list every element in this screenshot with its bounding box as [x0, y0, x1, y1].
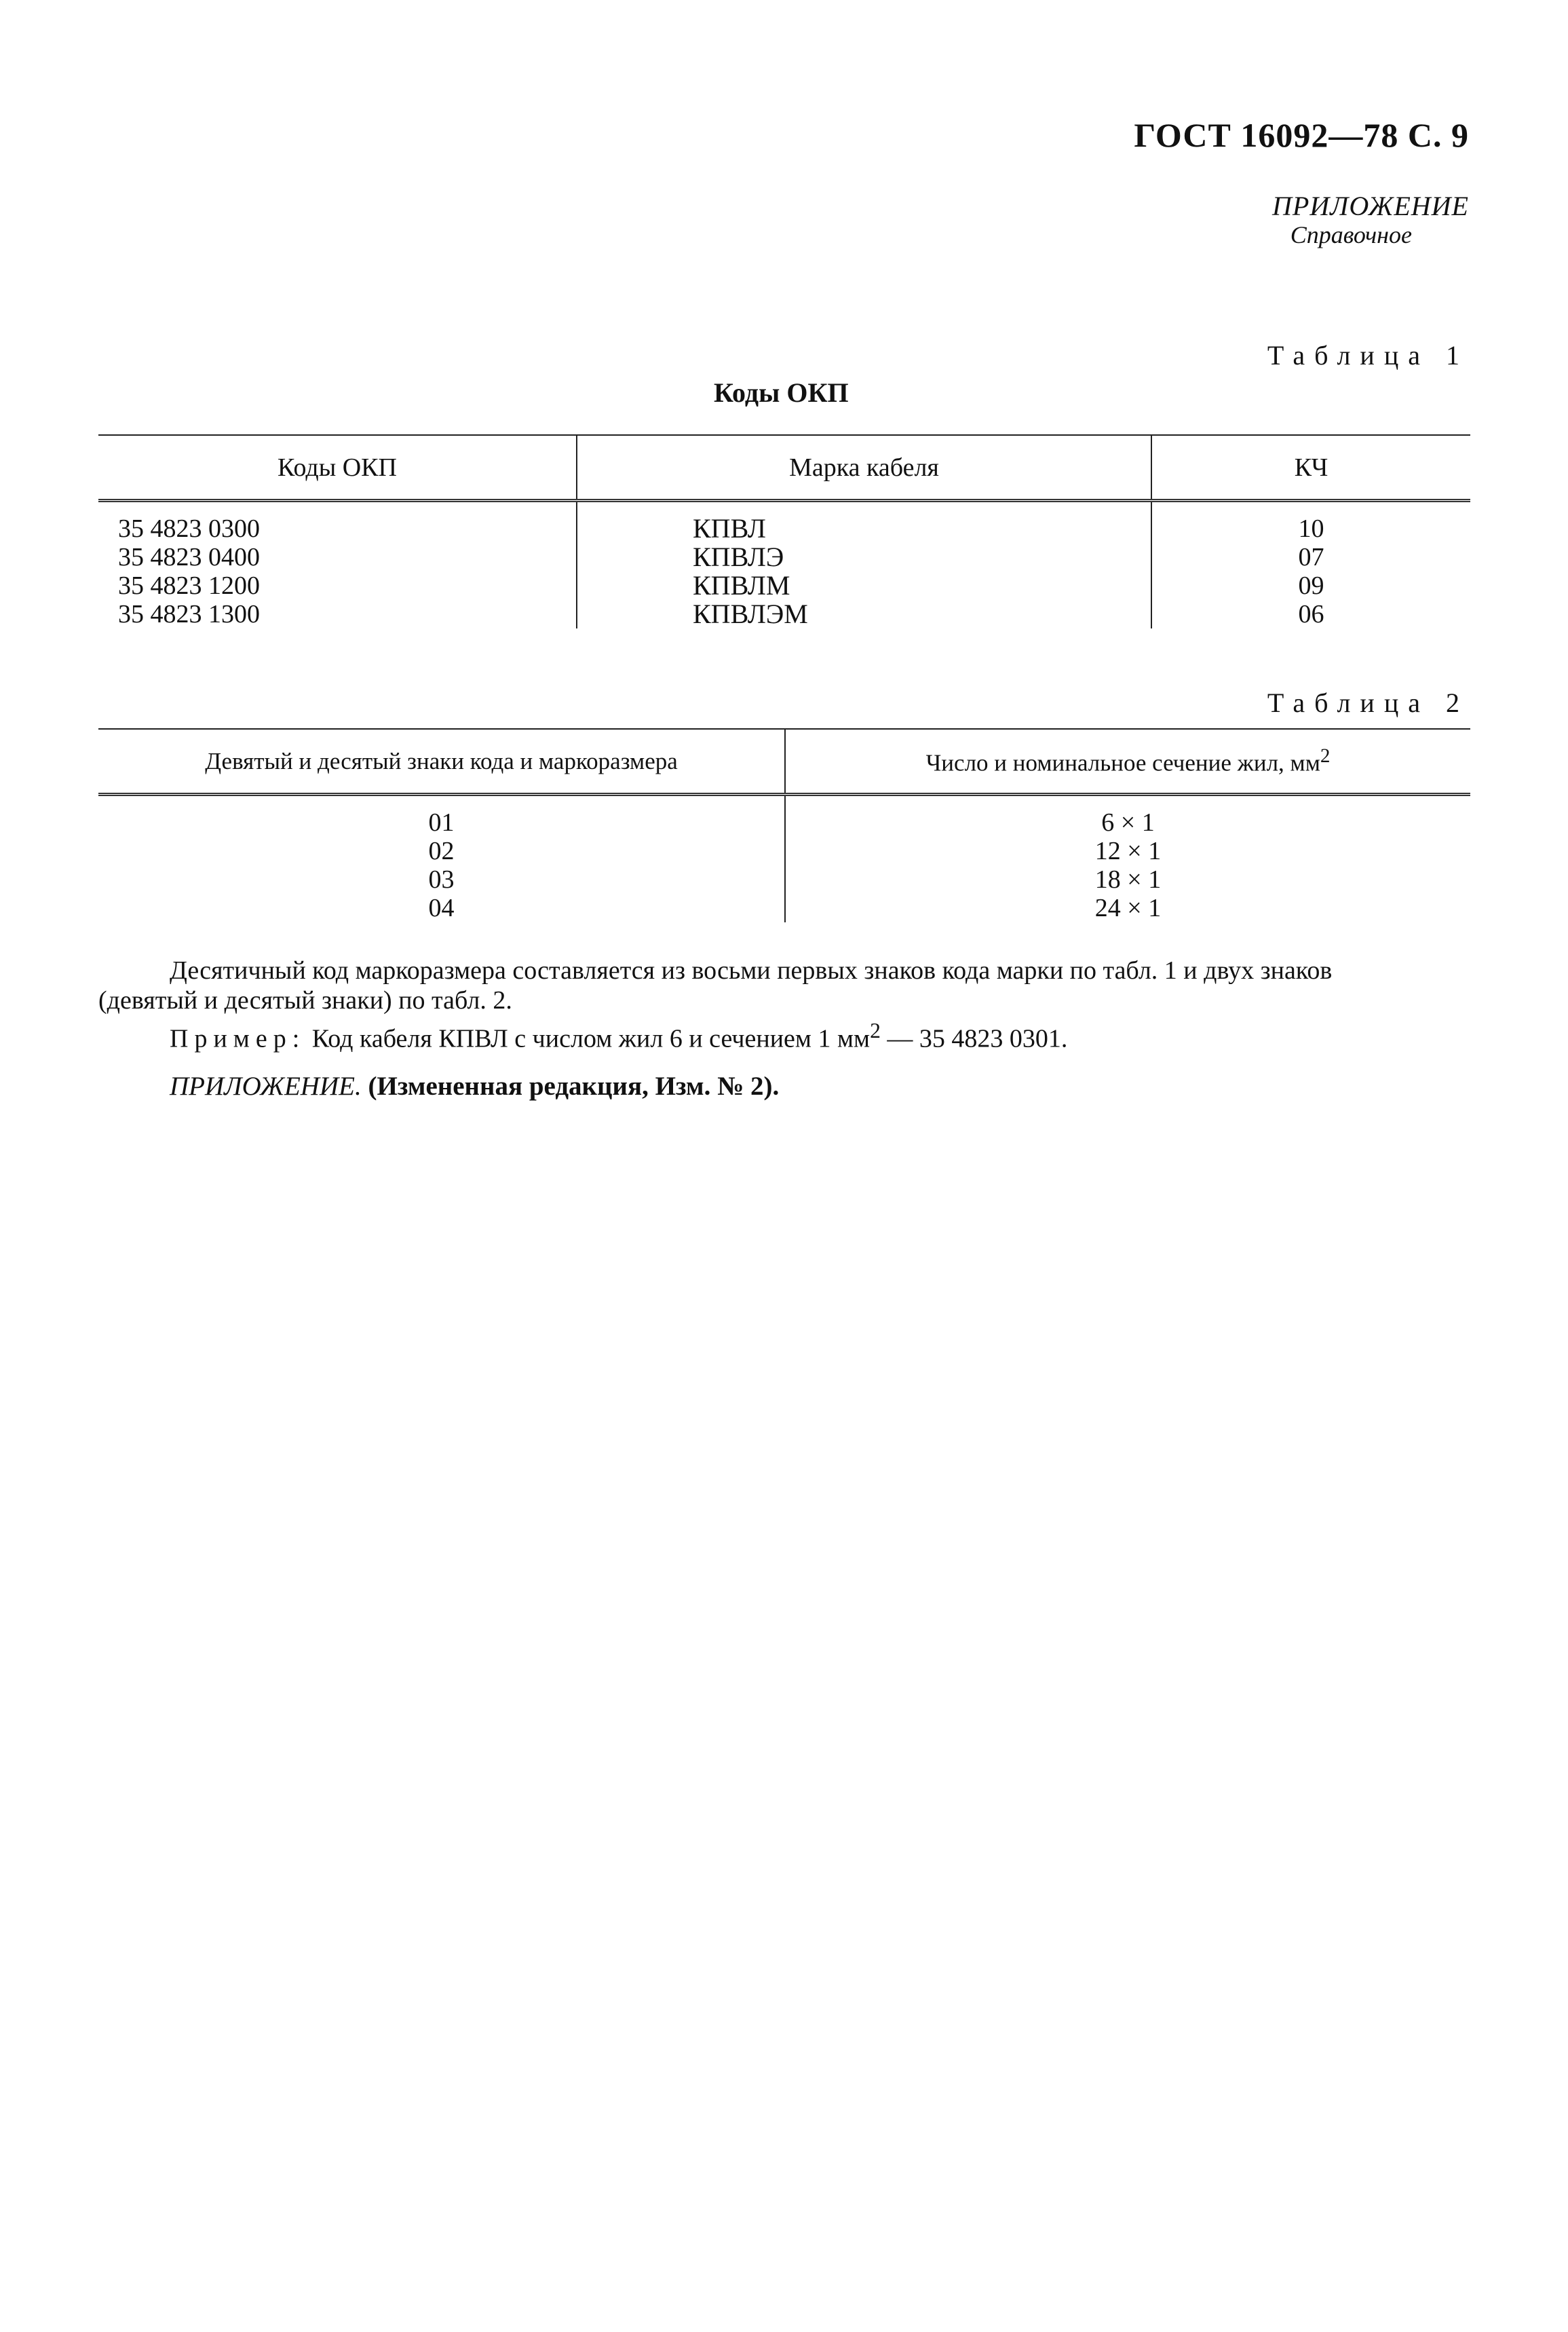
table2-cell-digits: 01 [428, 808, 455, 837]
table2-label: Таблица 2 [1267, 688, 1469, 718]
table1-cell-brand: КПВЛ [577, 501, 1151, 544]
table2-header-cores-text: Число и номинальное сечение жил, мм [925, 749, 1320, 776]
table2-cell-digits: 03 [428, 865, 455, 894]
table1-cell-code: 35 4823 0400 [118, 543, 260, 571]
table1-cell-code: 35 4823 1200 [118, 571, 260, 600]
example-label: Пример: [170, 1024, 306, 1053]
table2-cell-cores: 24 × 1 [785, 894, 1470, 922]
table1-cell-brand: КПВЛЭ [577, 543, 1151, 571]
table1-cell-brand: КПВЛЭМ [577, 600, 1151, 628]
paragraph-line-1: Десятичный код маркоразмера составляется из восьми первых знаков кода марки по табл. 1 и двух знаков [170, 956, 1333, 985]
table-row [98, 501, 1470, 544]
table1-label: Таблица 1 [1267, 340, 1469, 371]
table2-header-sup: 2 [1320, 745, 1331, 768]
table-row [98, 600, 1470, 628]
example-text-a: Код кабеля КПВЛ с числом жил 6 и сечением 1 мм [305, 1024, 871, 1053]
appendix-title: ПРИЛОЖЕНИЕ [1272, 191, 1469, 221]
table1-cell-kch: 10 [1151, 501, 1470, 544]
table2-cell-digits: 02 [428, 837, 455, 865]
table1-cell-brand: КПВЛМ [577, 571, 1151, 600]
table2-cell-cores: 12 × 1 [785, 837, 1470, 865]
table2-header-code-digits: Девятый и десятый знаки кода и маркоразмера [98, 729, 785, 795]
table2-cell-cores: 18 × 1 [785, 865, 1470, 894]
table1 [98, 434, 1470, 628]
table2-header-row [98, 729, 1470, 795]
table1-header-brand: Марка кабеля [577, 435, 1151, 501]
table-row [98, 543, 1470, 571]
table-row [98, 571, 1470, 600]
table-row [98, 865, 1470, 894]
table1-cell-kch: 06 [1151, 600, 1470, 628]
table2-header-cores [785, 729, 1470, 795]
table1-header-kch: КЧ [1151, 435, 1470, 501]
table1-cell-code: 35 4823 1300 [118, 600, 260, 628]
page-header: ГОСТ 16092—78 С. 9 [1134, 116, 1469, 154]
table1-cell-kch: 09 [1151, 571, 1470, 600]
table2-cell-digits: 04 [428, 894, 455, 922]
revision-note-italic: ПРИЛОЖЕНИЕ. [170, 1072, 362, 1101]
table-row [98, 795, 1470, 838]
revision-note-bold: (Измененная редакция, Изм. № 2). [361, 1072, 780, 1101]
table1-cell-kch: 07 [1151, 543, 1470, 571]
appendix-subtitle: Справочное [1290, 221, 1412, 248]
example-text-b: — 35 4823 0301. [880, 1024, 1068, 1053]
example-sup: 2 [870, 1019, 881, 1042]
table-row [98, 894, 1470, 922]
table1-title: Коды ОКП [714, 377, 849, 408]
example-line [170, 1016, 1067, 1054]
table-row [98, 837, 1470, 865]
table2 [98, 728, 1470, 922]
paragraph-line-2: (девятый и десятый знаки) по табл. 2. [98, 986, 512, 1015]
table1-header-row [98, 435, 1470, 501]
table1-header-okp: Коды ОКП [98, 435, 577, 501]
table2-cell-cores: 6 × 1 [785, 795, 1470, 838]
revision-note [170, 1072, 779, 1102]
table1-cell-code: 35 4823 0300 [118, 514, 260, 543]
